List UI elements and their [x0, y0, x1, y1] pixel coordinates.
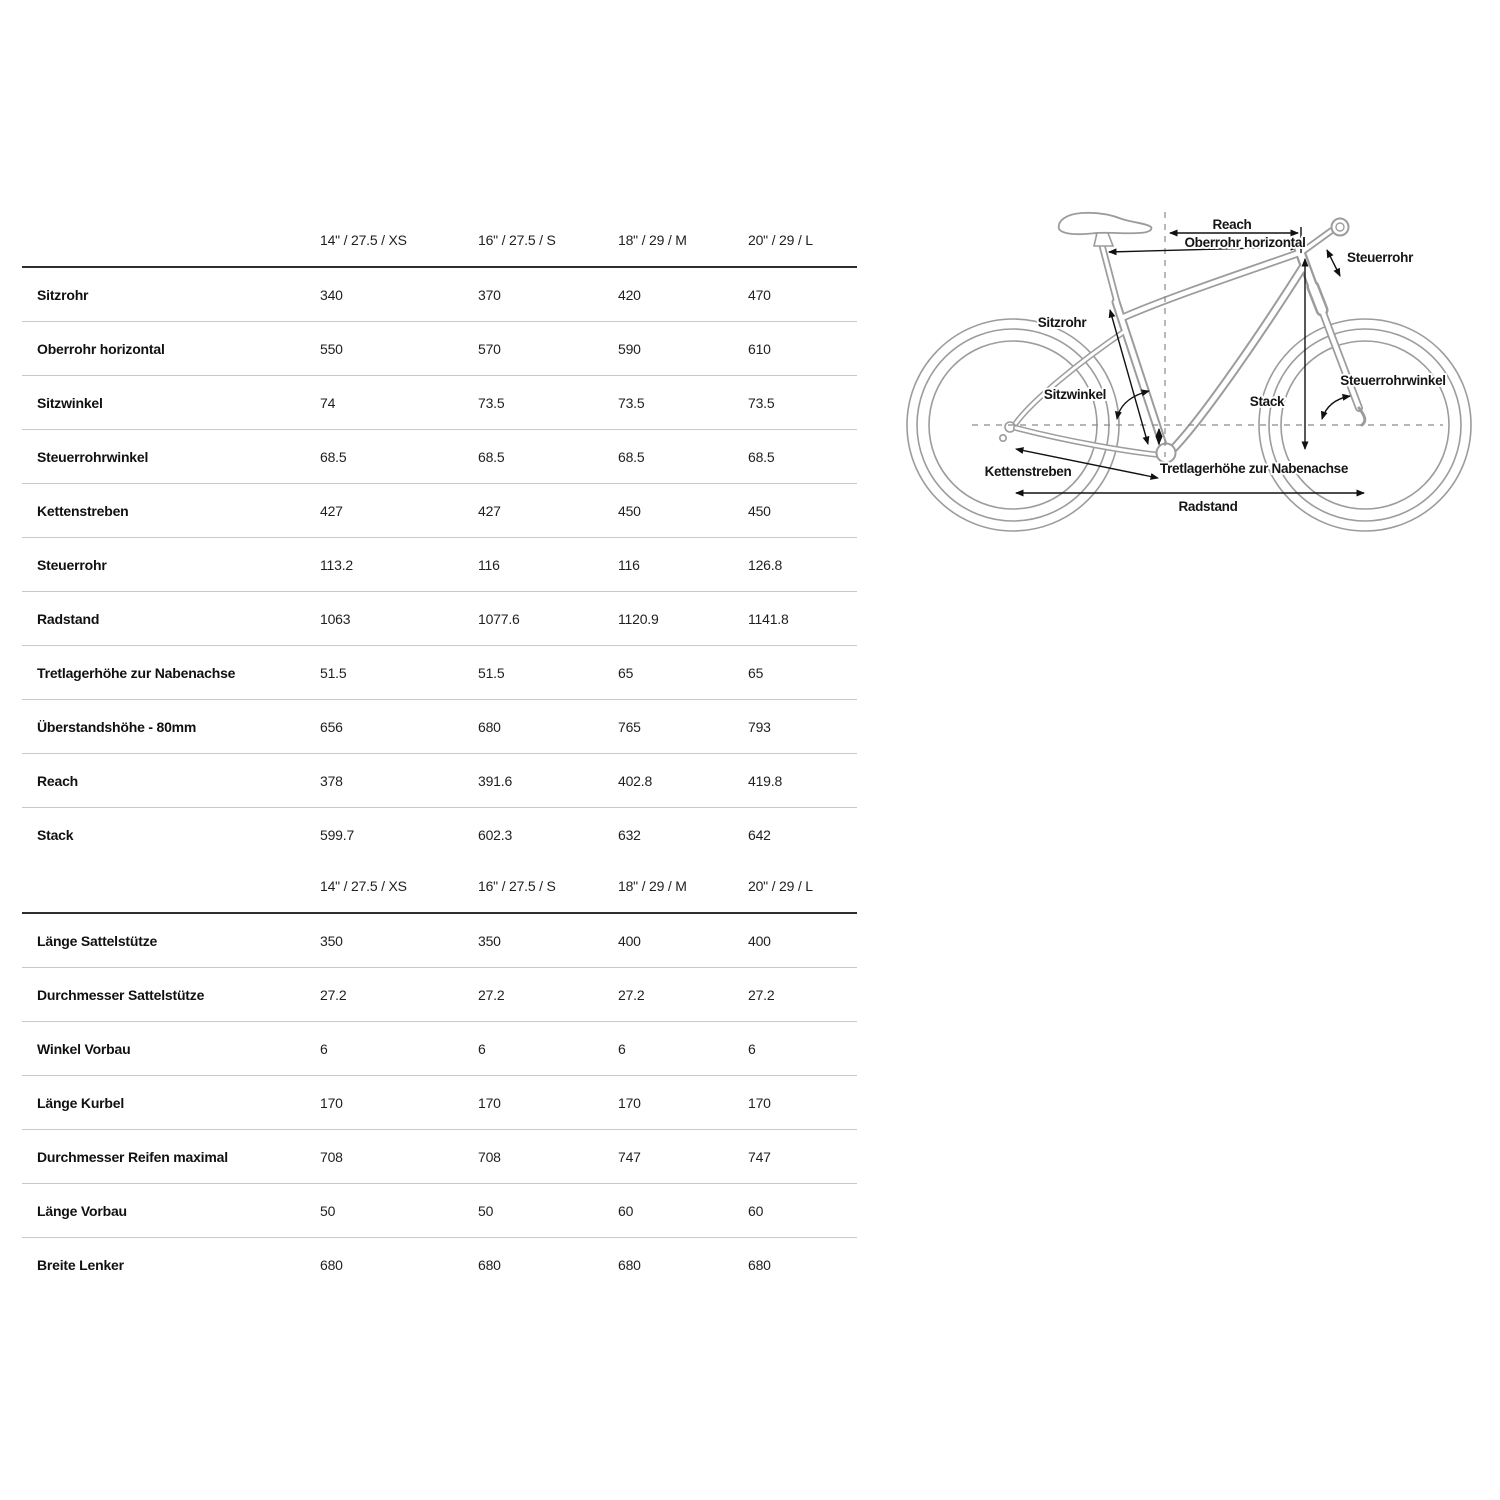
cell-value: 599.7 [320, 808, 478, 862]
column-header: 20" / 29 / L [748, 877, 813, 894]
table-row [22, 592, 857, 646]
table-header-row [22, 859, 857, 913]
cell-value: 340 [320, 267, 478, 322]
cell-value: 570 [478, 322, 618, 376]
table-header-row [22, 213, 857, 267]
cell-value: 680 [748, 1238, 857, 1292]
cell-value: 550 [320, 322, 478, 376]
cell-value: 450 [618, 484, 748, 538]
cell-value: 427 [320, 484, 478, 538]
row-label: Steuerrohr [22, 538, 320, 592]
table-row [22, 1184, 857, 1238]
frame-geometry-table [22, 213, 857, 861]
cell-value: 370 [478, 267, 618, 322]
cell-value: 747 [748, 1130, 857, 1184]
table-row [22, 1076, 857, 1130]
row-label: Durchmesser Reifen maximal [22, 1130, 320, 1184]
cell-value: 470 [748, 267, 857, 322]
front-wheel-icon [1259, 319, 1471, 531]
row-label: Tretlagerhöhe zur Nabenachse [22, 646, 320, 700]
cell-value: 170 [748, 1076, 857, 1130]
cell-value: 680 [618, 1238, 748, 1292]
cell-value: 73.5 [618, 376, 748, 430]
row-label: Länge Sattelstütze [22, 913, 320, 968]
column-header: 16" / 27.5 / S [478, 877, 556, 894]
cell-value: 27.2 [320, 968, 478, 1022]
cell-value: 602.3 [478, 808, 618, 862]
row-label: Sitzwinkel [22, 376, 320, 430]
diagram-label-steuerrohr: Steuerrohr [1347, 250, 1414, 265]
cell-value: 420 [618, 267, 748, 322]
cell-value: 419.8 [748, 754, 857, 808]
table-row [22, 913, 857, 968]
diagram-label-kettenstreben: Kettenstreben [984, 464, 1072, 479]
cell-value: 126.8 [748, 538, 857, 592]
cell-value: 50 [478, 1184, 618, 1238]
fork-dropout [1359, 408, 1365, 425]
cell-value: 60 [618, 1184, 748, 1238]
cell-value: 793 [748, 700, 857, 754]
table-row [22, 700, 857, 754]
table-row [22, 646, 857, 700]
saddle-clamp [1094, 233, 1113, 246]
header-spacer [22, 859, 320, 913]
column-header: 18" / 29 / M [618, 877, 687, 894]
cell-value: 68.5 [320, 430, 478, 484]
table-row [22, 484, 857, 538]
table-row [22, 1130, 857, 1184]
table-row [22, 267, 857, 322]
cell-value: 402.8 [618, 754, 748, 808]
cell-value: 51.5 [320, 646, 478, 700]
cell-value: 113.2 [320, 538, 478, 592]
cell-value: 68.5 [618, 430, 748, 484]
cell-value: 6 [618, 1022, 748, 1076]
row-label: Überstandshöhe - 80mm [22, 700, 320, 754]
components-table [22, 859, 857, 1291]
cell-value: 1063 [320, 592, 478, 646]
diagram-label-reach: Reach [1212, 217, 1252, 232]
cell-value: 450 [748, 484, 857, 538]
cell-value: 400 [748, 913, 857, 968]
column-header: 20" / 29 / L [748, 231, 813, 248]
row-label: Stack [22, 808, 320, 862]
cell-value: 656 [320, 700, 478, 754]
cell-value: 170 [618, 1076, 748, 1130]
cell-value: 27.2 [618, 968, 748, 1022]
row-label: Breite Lenker [22, 1238, 320, 1292]
cell-value: 1077.6 [478, 592, 618, 646]
cell-value: 6 [320, 1022, 478, 1076]
cell-value: 350 [320, 913, 478, 968]
table-row [22, 430, 857, 484]
cell-value: 1120.9 [618, 592, 748, 646]
cell-value: 680 [320, 1238, 478, 1292]
row-label: Reach [22, 754, 320, 808]
cell-value: 68.5 [748, 430, 857, 484]
column-header: 18" / 29 / M [618, 231, 687, 248]
cell-value: 73.5 [478, 376, 618, 430]
cell-value: 68.5 [478, 430, 618, 484]
row-label: Oberrohr horizontal [22, 322, 320, 376]
table-row [22, 808, 857, 862]
diagram-label-sitzrohr: Sitzrohr [1037, 315, 1087, 330]
cell-value: 400 [618, 913, 748, 968]
diagram-label-stack: Stack [1249, 394, 1285, 409]
row-label: Winkel Vorbau [22, 1022, 320, 1076]
bottom-bracket-icon [1157, 444, 1176, 463]
table-row [22, 754, 857, 808]
table-row [22, 322, 857, 376]
cell-value: 6 [748, 1022, 857, 1076]
cell-value: 680 [478, 1238, 618, 1292]
table-row [22, 968, 857, 1022]
cell-value: 170 [478, 1076, 618, 1130]
table-row [22, 1238, 857, 1292]
cell-value: 642 [748, 808, 857, 862]
bike-geometry-diagram [890, 190, 1490, 550]
table-row [22, 538, 857, 592]
header-spacer [22, 213, 320, 267]
cell-value: 708 [478, 1130, 618, 1184]
row-label: Kettenstreben [22, 484, 320, 538]
diagram-label-radstand: Radstand [1178, 499, 1238, 514]
diagram-label-tretlagerhoehe: Tretlagerhöhe zur Nabenachse [1159, 461, 1349, 476]
cell-value: 708 [320, 1130, 478, 1184]
cell-value: 765 [618, 700, 748, 754]
cell-value: 427 [478, 484, 618, 538]
cell-value: 73.5 [748, 376, 857, 430]
cell-value: 74 [320, 376, 478, 430]
cell-value: 27.2 [478, 968, 618, 1022]
cell-value: 1141.8 [748, 592, 857, 646]
row-label: Radstand [22, 592, 320, 646]
row-label: Sitzrohr [22, 267, 320, 322]
column-header: 14" / 27.5 / XS [320, 231, 407, 248]
diagram-label-steuerrohrwinkel: Steuerrohrwinkel [1340, 373, 1446, 388]
cell-value: 747 [618, 1130, 748, 1184]
cell-value: 632 [618, 808, 748, 862]
table-row [22, 376, 857, 430]
cell-value: 350 [478, 913, 618, 968]
cell-value: 27.2 [748, 968, 857, 1022]
cell-value: 65 [748, 646, 857, 700]
cell-value: 116 [478, 538, 618, 592]
row-label: Länge Kurbel [22, 1076, 320, 1130]
cell-value: 65 [618, 646, 748, 700]
cell-value: 50 [320, 1184, 478, 1238]
cell-value: 51.5 [478, 646, 618, 700]
row-label: Steuerrohrwinkel [22, 430, 320, 484]
cell-value: 116 [618, 538, 748, 592]
diagram-label-oberrohr: Oberrohr horizontal [1184, 235, 1306, 250]
cell-value: 6 [478, 1022, 618, 1076]
cell-value: 60 [748, 1184, 857, 1238]
bike-frame-core [1016, 231, 1359, 455]
cell-value: 590 [618, 322, 748, 376]
row-label: Durchmesser Sattelstütze [22, 968, 320, 1022]
diagram-label-sitzwinkel: Sitzwinkel [1043, 387, 1107, 402]
table-row [22, 1022, 857, 1076]
saddle-icon [1059, 213, 1152, 234]
column-header: 16" / 27.5 / S [478, 231, 556, 248]
cell-value: 170 [320, 1076, 478, 1130]
handlebar-grip-icon [1332, 219, 1349, 236]
column-header: 14" / 27.5 / XS [320, 877, 407, 894]
cell-value: 378 [320, 754, 478, 808]
cell-value: 610 [748, 322, 857, 376]
row-label: Länge Vorbau [22, 1184, 320, 1238]
cell-value: 391.6 [478, 754, 618, 808]
cell-value: 680 [478, 700, 618, 754]
